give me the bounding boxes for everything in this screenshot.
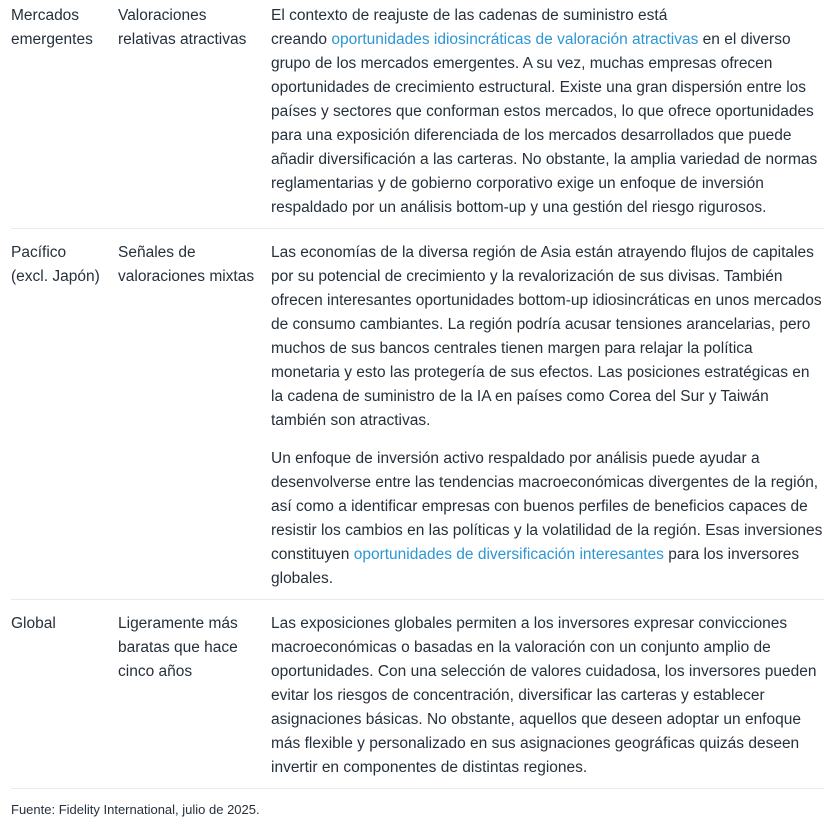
description-cell (271, 612, 824, 785)
paragraph-text: Un enfoque de inversión activo respaldado por análisis puede ayudar a desenvolverse entre las tendencias macroeconómicas divergentes de la región, así como a identificar empresas con buenos perfiles de beneficios capaces de resistir los cambios en las políticas y la volatilidad de la región. Esas inversiones constituyen (271, 450, 823, 563)
paragraph-text: Las exposiciones globales permiten a los inversores expresar convicciones macroeconómicas o basadas en la valoración con un conjunto amplio de oportunidades. Con una selección de valores cuidadosa, los inversores pueden evitar los riesgos de concentración, diversificar las carteras y establecer asignaciones básicas. No obstante, aquellos que deseen adoptar un enfoque más flexible y personalizado en sus asignaciones geográficas quizás deseen invertir en componentes de distintas regiones. (271, 615, 817, 776)
description-paragraph (271, 612, 824, 780)
region-cell: Pacífico (excl. Japón) (11, 244, 100, 285)
paragraph-text: creando (271, 31, 332, 48)
region-cell: Global (11, 615, 56, 632)
description-paragraph (271, 4, 824, 220)
region-cell: Mercados emergentes (11, 7, 93, 48)
inline-link[interactable]: oportunidades idiosincráticas de valoración atractivas (331, 31, 699, 48)
table-row (11, 229, 824, 600)
table-row (11, 600, 824, 789)
valuation-cell: Valoraciones relativas atractivas (118, 7, 247, 48)
paragraph-text: Las economías de la diversa región de Asia están atrayendo flujos de capitales por su potencial de crecimiento y la revalorización de sus divisas. También ofrecen interesantes oportunidades bottom-up idiosincráticas en unos mercados de consumo cambiantes. La región podría acusar tensiones arancelarias, pero muchos de sus bancos centrales tienen margen para relajar la política monetaria y esto las protegería de sus efectos. Las posiciones estratégicas en la cadena de suministro de la IA en países como Corea del Sur y Taiwán también son atractivas. (271, 244, 822, 429)
regions-table (11, 0, 824, 789)
valuation-cell: Ligeramente más baratas que hace cinco años (118, 615, 238, 680)
description-paragraph (271, 241, 824, 433)
description-cell (271, 241, 824, 596)
paragraph-text: El contexto de reajuste de las cadenas de suministro está (271, 7, 668, 24)
description-paragraph (271, 447, 824, 591)
description-cell (271, 4, 824, 225)
source-note: Fuente: Fidelity International, julio de 2025. (11, 802, 260, 817)
inline-link[interactable]: oportunidades de diversificación interesantes (353, 546, 664, 563)
valuation-cell: Señales de valoraciones mixtas (118, 244, 255, 285)
table-row (11, 0, 824, 229)
paragraph-text: para los inversores globales. (271, 546, 800, 587)
paragraph-text: en el diverso grupo de los mercados emergentes. A su vez, muchas empresas ofrecen oportunidades de crecimiento estructural. Existe una gran dispersión entre los países y sectores que conforman estos mercados, lo que ofrece oportunidades para una exposición diferenciada de los mercados desarrollados que puede añadir diversificación a las carteras. No obstante, la amplia variedad de normas reglamentarias y de gobierno corporativo exige un enfoque de inversión respaldado por un análisis bottom-up y una gestión del riesgo rigurosos. (271, 31, 818, 216)
